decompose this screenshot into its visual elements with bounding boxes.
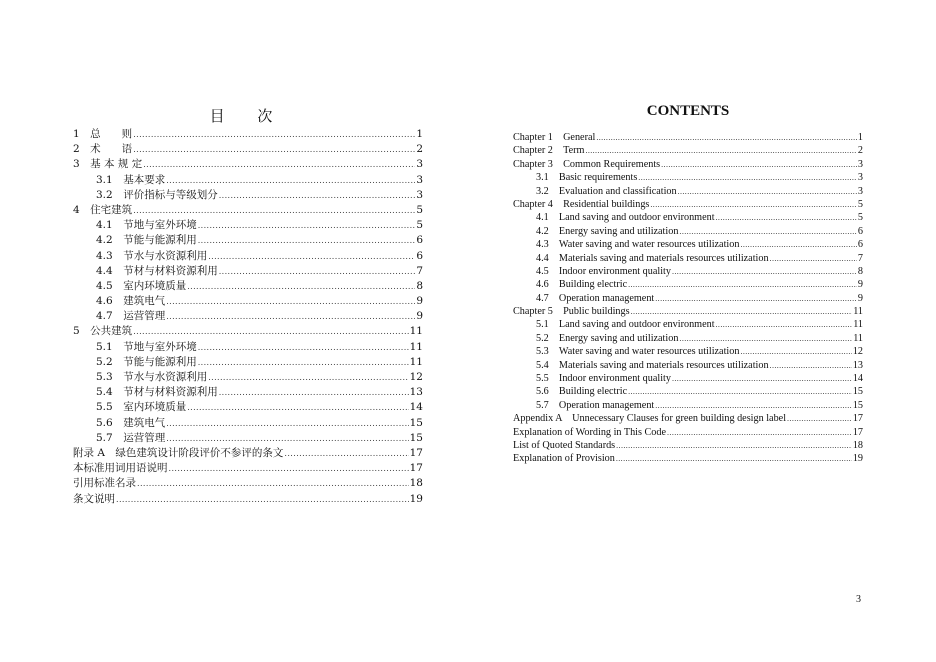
toc-entry-label: 3.1 Basic requirements (536, 172, 638, 184)
dot-leader (655, 292, 857, 305)
dot-leader (187, 279, 415, 294)
toc-entry[interactable] (73, 127, 423, 142)
toc-entry-page: 6 (857, 225, 863, 237)
toc-entry-label: 4.2 节能与能源利用 (96, 234, 197, 247)
toc-entry-label: 4.3 节水与水资源利用 (96, 249, 208, 262)
toc-entry-label: Chapter 2 Term (513, 145, 585, 157)
toc-entry-page: 12 (852, 346, 863, 358)
toc-entry-label: 5 公共建筑 (73, 325, 133, 338)
dot-leader (655, 399, 852, 412)
dot-leader (198, 218, 416, 233)
toc-entry-label: 引用标准名录 (73, 477, 136, 490)
toc-entry-page: 9 (857, 292, 863, 304)
toc-entry-page: 7 (416, 264, 423, 277)
toc-entry-label: 5.2 节能与能源利用 (96, 355, 197, 368)
toc-entry-label: 4.1 节地与室外环境 (96, 219, 197, 232)
dot-leader (166, 173, 415, 188)
toc-entry-label: Appendix A Unnecessary Clauses for green building design label (513, 413, 787, 425)
toc-entry-page: 18 (409, 477, 423, 490)
toc-entry-page: 2 (416, 143, 423, 156)
toc-entry-page: 15 (409, 431, 423, 444)
toc-entry-label: 附录 A 绿色建筑设计阶段评价不参评的条文 (73, 446, 284, 459)
toc-chinese (73, 105, 423, 507)
toc-entry[interactable] (73, 370, 423, 385)
toc-title-chinese: 目 次 (209, 107, 287, 125)
toc-entry-page: 15 (852, 386, 863, 398)
dot-leader (585, 144, 856, 157)
toc-entry-page: 11 (853, 319, 863, 331)
dot-leader (672, 372, 852, 385)
toc-entry-label: 4.6 建筑电气 (96, 295, 166, 308)
dot-leader (166, 416, 408, 431)
toc-entry[interactable] (73, 218, 423, 233)
toc-entry-label: 3.1 基本要求 (96, 173, 166, 186)
toc-entry[interactable] (73, 233, 423, 248)
toc-entry-page: 12 (409, 371, 423, 383)
dot-leader (787, 412, 852, 425)
toc-entry[interactable] (73, 264, 423, 279)
toc-entry-page: 3 (416, 173, 423, 186)
toc-entry[interactable] (73, 188, 423, 203)
toc-entry-page: 9 (416, 295, 423, 308)
toc-entry-page: 11 (853, 332, 863, 344)
toc-entry[interactable] (73, 340, 423, 355)
dot-leader (716, 211, 857, 224)
dot-leader (166, 309, 415, 324)
toc-entry-label: 3.2 Evaluation and classification (536, 185, 677, 197)
toc-entry[interactable] (513, 225, 863, 238)
toc-entry[interactable] (513, 238, 863, 251)
toc-entry-page: 9 (857, 279, 863, 291)
toc-entry-label: 5.6 建筑电气 (96, 416, 166, 429)
dot-leader (628, 278, 857, 291)
dot-leader (198, 355, 409, 370)
toc-entry[interactable] (513, 372, 863, 385)
toc-entry[interactable] (73, 279, 423, 294)
toc-entry-label: 1 总 则 (73, 128, 133, 140)
dot-leader (661, 158, 857, 171)
dot-leader (284, 446, 408, 461)
toc-entry[interactable] (513, 144, 863, 157)
toc-entry-label: 4.4 节材与材料资源利用 (96, 264, 218, 277)
toc-entry[interactable] (513, 305, 863, 318)
dot-leader (631, 305, 853, 318)
dot-leader (187, 400, 408, 415)
toc-entry-label: 5.6 Building electric (536, 386, 628, 398)
toc-entry-page: 3 (416, 158, 423, 171)
toc-entry[interactable] (73, 173, 423, 188)
toc-entry-page: 6 (416, 234, 423, 247)
toc-entry[interactable] (513, 399, 863, 412)
dot-leader (166, 431, 408, 446)
toc-entry-page: 11 (409, 340, 423, 353)
toc-entry[interactable] (513, 131, 863, 144)
toc-entry-label: 5.3 Water saving and water resources utilization (536, 346, 740, 358)
toc-entry-page: 1 (416, 128, 423, 140)
toc-entry-page: 11 (409, 325, 423, 338)
toc-entry-page: 13 (409, 386, 423, 399)
toc-english (513, 100, 863, 466)
toc-entry-page: 8 (416, 279, 423, 292)
toc-entry[interactable] (73, 431, 423, 446)
toc-entry[interactable] (73, 446, 423, 461)
dot-leader (596, 131, 857, 144)
toc-entry[interactable] (513, 252, 863, 265)
toc-entry-page: 17 (409, 462, 423, 475)
toc-entry-page: 6 (857, 239, 863, 251)
toc-entry-page: 19 (852, 453, 863, 465)
toc-entry-page: 17 (409, 446, 423, 459)
dot-leader (770, 252, 857, 265)
toc-entry[interactable] (513, 332, 863, 345)
dot-leader (116, 492, 409, 507)
toc-entry-page: 11 (853, 306, 863, 318)
toc-entry-label: 3 基 本 规 定 (73, 158, 143, 171)
dot-leader (198, 340, 409, 355)
toc-entry-page: 5 (416, 219, 423, 232)
dot-leader (208, 249, 415, 264)
dot-leader (133, 142, 415, 157)
toc-entry-label: Chapter 5 Public buildings (513, 306, 630, 318)
toc-entry[interactable] (513, 198, 863, 211)
toc-list-english (513, 131, 863, 466)
dot-leader (770, 359, 852, 372)
toc-entry[interactable] (513, 412, 863, 425)
dot-leader (133, 127, 415, 142)
dot-leader (219, 188, 416, 203)
toc-entry-label: 5.7 Operation management (536, 399, 655, 411)
toc-entry-page: 6 (416, 249, 423, 262)
toc-entry[interactable] (513, 359, 863, 372)
toc-entry-page: 7 (857, 252, 863, 264)
toc-entry-label: 4.7 运营管理 (96, 310, 166, 323)
toc-entry[interactable] (73, 157, 423, 172)
toc-entry-label: 5.5 Indoor environment quality (536, 373, 671, 385)
toc-entry[interactable] (513, 265, 863, 278)
toc-entry-page: 5 (416, 203, 423, 216)
toc-entry-page: 18 (852, 439, 863, 451)
dot-leader (716, 318, 853, 331)
toc-entry[interactable] (513, 278, 863, 291)
dot-leader (133, 203, 415, 218)
toc-entry-label: 4 住宅建筑 (73, 203, 133, 216)
toc-entry-label: 4.1 Land saving and outdoor environment (536, 212, 715, 224)
toc-entry[interactable] (73, 309, 423, 324)
toc-entry[interactable] (513, 452, 863, 465)
toc-entry[interactable] (513, 171, 863, 184)
toc-entry[interactable] (73, 385, 423, 400)
toc-entry-label: 4.2 Energy saving and utilization (536, 225, 679, 237)
dot-leader (740, 345, 851, 358)
toc-entry-label: Explanation of Wording in This Code (513, 426, 667, 438)
toc-entry[interactable] (73, 294, 423, 309)
dot-leader (198, 233, 416, 248)
dot-leader (740, 238, 856, 251)
toc-entry-label: Chapter 3 Common Requirements (513, 158, 661, 170)
toc-title-english: CONTENTS (646, 103, 730, 119)
dot-leader (650, 198, 857, 211)
toc-entry[interactable] (73, 203, 423, 218)
toc-entry-label: 4.7 Operation management (536, 292, 655, 304)
toc-entry[interactable] (73, 400, 423, 415)
dot-leader (219, 385, 409, 400)
toc-entry[interactable] (73, 324, 423, 339)
toc-entry[interactable] (73, 476, 423, 491)
toc-entry-page: 14 (409, 401, 423, 414)
dot-leader (616, 439, 852, 452)
toc-entry-label: 5.1 节地与室外环境 (96, 340, 197, 353)
toc-entry-page: 2 (857, 145, 863, 157)
toc-entry-page: 15 (409, 416, 423, 429)
toc-entry[interactable] (513, 158, 863, 171)
toc-entry[interactable] (73, 461, 423, 476)
toc-entry-label: List of Quoted Standards (513, 439, 616, 451)
dot-leader (628, 385, 852, 398)
toc-entry-page: 8 (857, 265, 863, 277)
toc-entry-page: 9 (416, 310, 423, 323)
toc-entry-label: 4.4 Materials saving and materials resources utilization (536, 252, 769, 264)
toc-entry[interactable] (73, 355, 423, 370)
toc-entry-page: 17 (852, 413, 863, 425)
toc-entry-page: 3 (857, 158, 863, 170)
toc-entry[interactable] (513, 292, 863, 305)
dot-leader (143, 157, 415, 172)
toc-entry[interactable] (513, 211, 863, 224)
dot-leader (678, 185, 857, 198)
toc-entry[interactable] (513, 185, 863, 198)
toc-entry-label: 5.1 Land saving and outdoor environment (536, 319, 715, 331)
toc-list-chinese (73, 127, 423, 507)
toc-entry-page: 5 (857, 198, 863, 210)
toc-entry-page: 3 (416, 188, 423, 201)
dot-leader (616, 452, 852, 465)
dot-leader (672, 265, 857, 278)
toc-entry[interactable] (513, 318, 863, 331)
dot-leader (638, 171, 857, 184)
toc-entry-label: 5.4 Materials saving and materials resources utilization (536, 359, 769, 371)
toc-entry-label: 5.4 节材与材料资源利用 (96, 386, 218, 399)
toc-entry-page: 13 (852, 359, 863, 371)
toc-entry-page: 5 (857, 212, 863, 224)
toc-entry-page: 11 (409, 355, 423, 368)
toc-entry-label: 5.5 室内环境质量 (96, 401, 187, 414)
toc-entry-page: 1 (857, 132, 863, 143)
toc-entry-label: 5.2 Energy saving and utilization (536, 332, 679, 344)
toc-entry-label: Chapter 1 General (513, 132, 596, 143)
dot-leader (679, 332, 852, 345)
dot-leader (169, 461, 409, 476)
dot-leader (133, 324, 408, 339)
toc-entry[interactable] (73, 142, 423, 157)
page-number: 3 (856, 594, 861, 605)
dot-leader (219, 264, 416, 279)
toc-entry-label: 本标准用词用语说明 (73, 462, 168, 475)
toc-entry[interactable] (73, 492, 423, 507)
toc-entry-label: 4.6 Building electric (536, 279, 628, 291)
dot-leader (137, 476, 409, 491)
toc-entry-label: 3.2 评价指标与等级划分 (96, 188, 218, 201)
dot-leader (166, 294, 415, 309)
toc-entry-label: 2 术 语 (73, 143, 133, 156)
toc-entry[interactable] (73, 249, 423, 264)
toc-entry-label: 5.3 节水与水资源利用 (96, 371, 208, 383)
toc-entry-label: 条文说明 (73, 492, 115, 505)
toc-entry-label: 5.7 运营管理 (96, 431, 166, 444)
dot-leader (667, 426, 852, 439)
toc-entry-page: 14 (852, 373, 863, 385)
toc-entry[interactable] (513, 345, 863, 358)
toc-entry-page: 15 (852, 399, 863, 411)
dot-leader (208, 370, 408, 385)
toc-entry-page: 3 (857, 172, 863, 184)
toc-entry-label: Chapter 4 Residential buildings (513, 198, 650, 210)
toc-entry[interactable] (513, 385, 863, 398)
toc-entry-label: 4.5 室内环境质量 (96, 279, 187, 292)
toc-entry-page: 17 (852, 426, 863, 438)
toc-entry-label: 4.3 Water saving and water resources utilization (536, 239, 740, 251)
toc-entry[interactable] (513, 439, 863, 452)
toc-entry-page: 19 (409, 492, 423, 505)
toc-entry-label: Explanation of Provision (513, 453, 615, 465)
toc-entry-label: 4.5 Indoor environment quality (536, 265, 671, 277)
toc-entry[interactable] (73, 416, 423, 431)
toc-entry-page: 3 (857, 185, 863, 197)
dot-leader (679, 225, 856, 238)
toc-entry[interactable] (513, 426, 863, 439)
